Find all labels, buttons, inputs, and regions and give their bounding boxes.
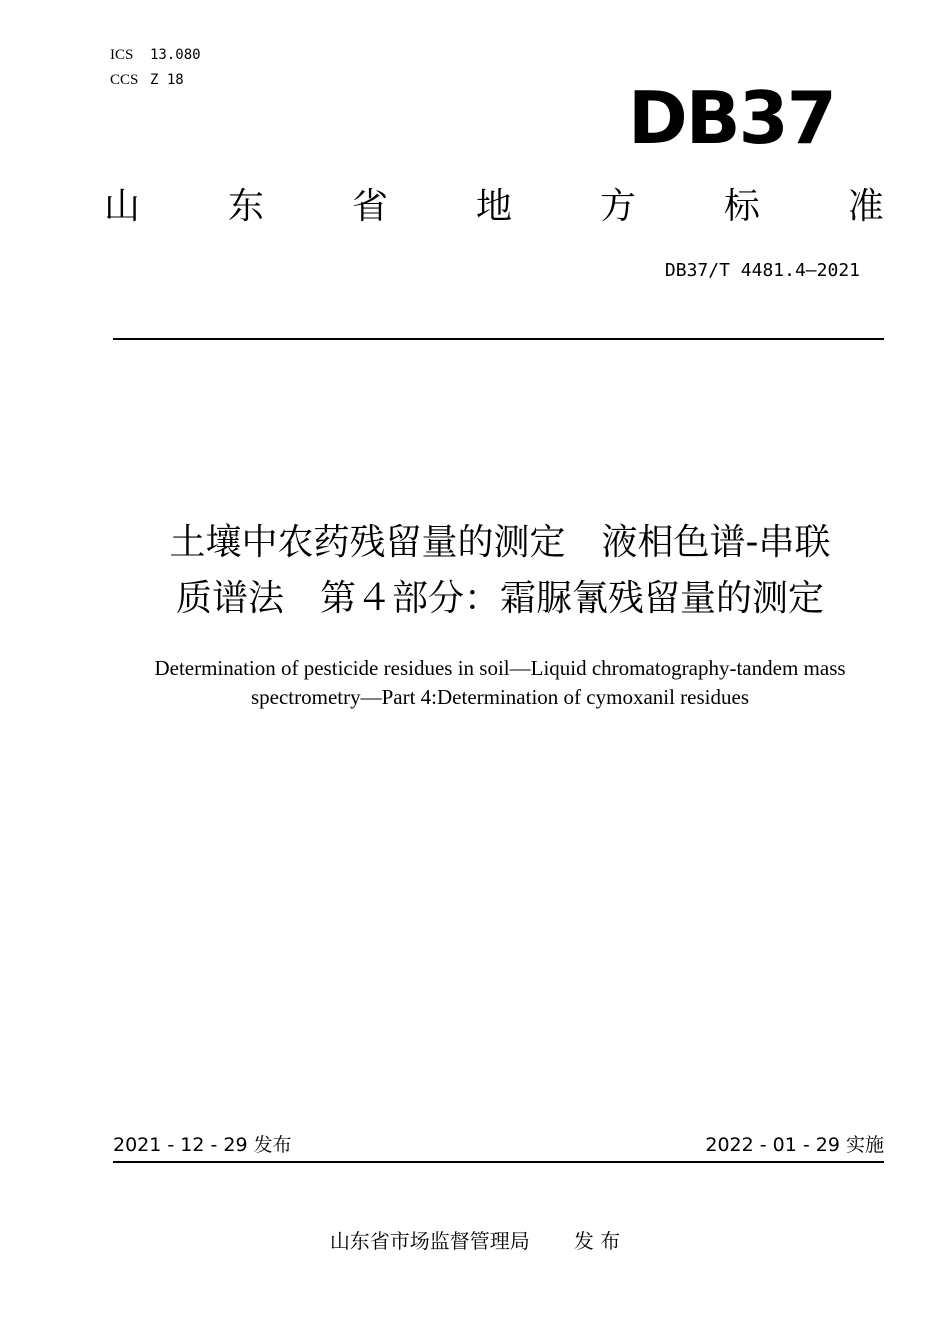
standard-type-char: 准 — [847, 186, 884, 227]
standard-type-char: 地 — [475, 186, 512, 227]
standard-type-char: 山 — [104, 186, 141, 227]
standard-type-char: 标 — [723, 186, 760, 227]
top-divider — [113, 338, 884, 340]
db37-logo: DB37 — [628, 76, 835, 160]
chinese-title-line-2: 质谱法 第４部分：霜脲氰残留量的测定 — [175, 578, 824, 619]
standard-type-char: 东 — [227, 186, 264, 227]
standard-type-char: 省 — [351, 186, 388, 227]
ccs-code — [110, 71, 184, 89]
issue-date: 2021 - 12 - 29 发布 — [113, 1134, 292, 1156]
english-title-line-2: spectrometry—Part 4:Determination of cymoxanil residues — [250, 685, 750, 709]
standard-type-heading — [104, 182, 884, 232]
standard-type-char: 方 — [599, 186, 636, 227]
bottom-divider — [113, 1161, 884, 1163]
ics-value: 13.080 — [150, 47, 201, 63]
publisher-name: 山东省市场监督管理局 — [329, 1229, 530, 1253]
standard-number: DB37/T 4481.4—2021 — [664, 260, 860, 281]
ics-label: ICS — [110, 47, 134, 63]
publisher-line — [0, 1226, 950, 1256]
chinese-title-line-1: 土壤中农药残留量的测定 液相色谱-串联 — [169, 522, 831, 563]
implementation-date: 2022 - 01 - 29 实施 — [705, 1134, 884, 1156]
ccs-label: CCS — [110, 72, 139, 88]
english-title-line-1: Determination of pesticide residues in soil—Liquid chromatography-tandem mass — [154, 656, 846, 680]
ics-code — [110, 46, 201, 64]
ccs-value: Z 18 — [150, 72, 184, 88]
publisher-action: 发 布 — [573, 1229, 621, 1253]
